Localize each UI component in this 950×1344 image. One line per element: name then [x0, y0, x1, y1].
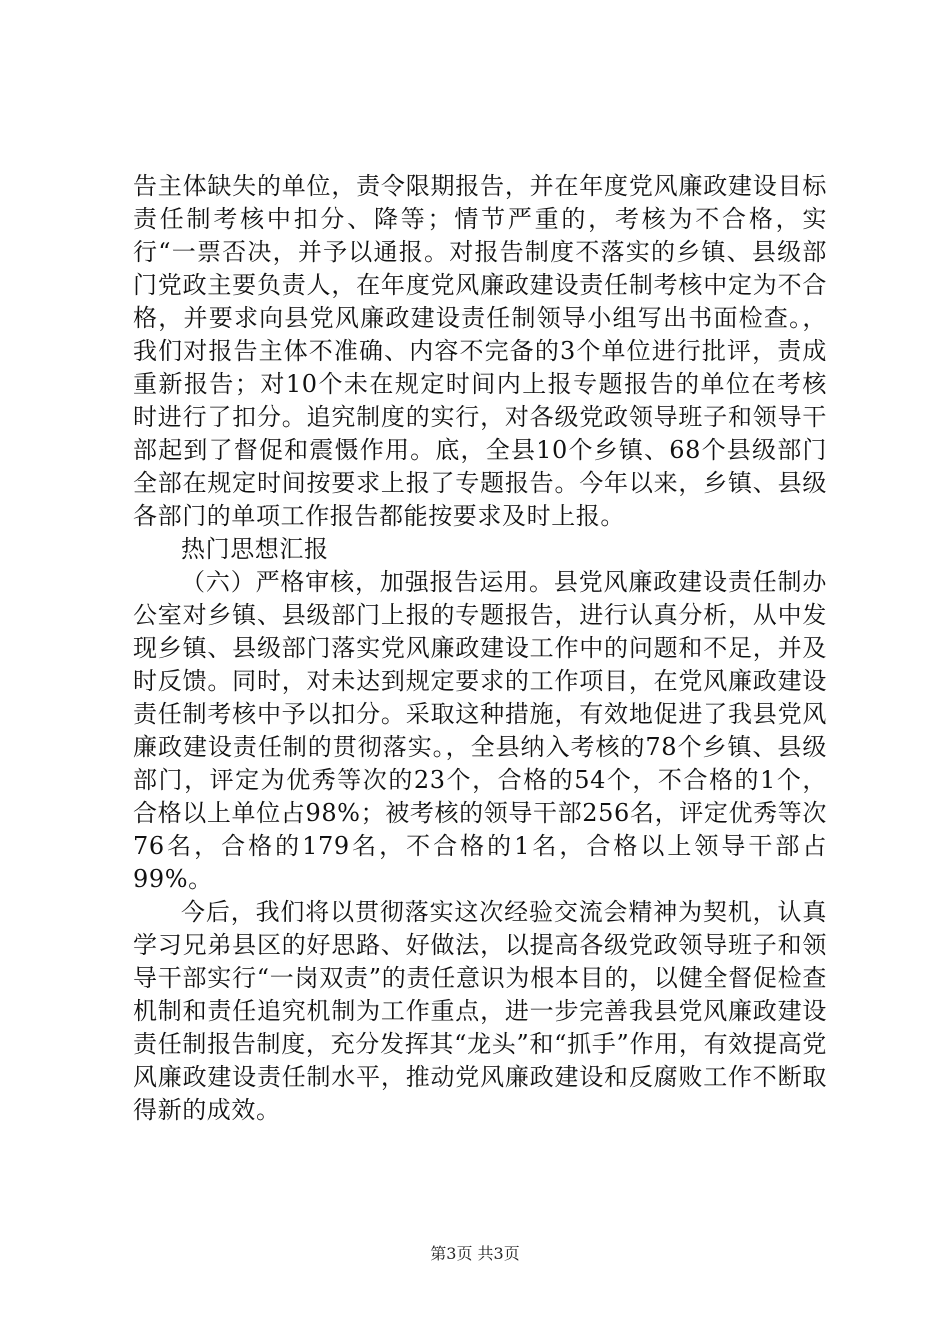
document-body	[133, 170, 827, 1127]
paragraph-conclusion: 今后，我们将以贯彻落实这次经验交流会精神为契机，认真学习兄弟县区的好思路、好做法，以提高各级党政领导班子和领导干部实行“一岗双责”的责任意识为根本目的，以健全督促检查机制和责任追究机制为工作重点，进一步完善我县党风廉政建设责任制报告制度，充分发挥其“龙头”和“抓手”作用，有效提高党风廉政建设责任制水平，推动党风廉政建设和反腐败工作不断取得新的成效。	[133, 898, 827, 1124]
page-footer: 第3页 共3页	[430, 1244, 520, 1263]
paragraph-continuation: 告主体缺失的单位，责令限期报告，并在年度党风廉政建设目标责任制考核中扣分、降等；情节严重的，考核为不合格，实行“一票否决，并予以通报。对报告制度不落实的乡镇、县级部门党政主要负责人，在年度党风廉政建设责任制考核中定为不合格，并要求向县党风廉政建设责任制领导小组写出书面检查。，我们对报告主体不准确、内容不完备的3个单位进行批评，责成重新报告；对10个未在规定时间内上报专题报告的单位在考核时进行了扣分。追究制度的实行，对各级党政领导班子和领导干部起到了督促和震慑作用。底，全县10个乡镇、68个县级部门全部在规定时间按要求上报了专题报告。今年以来，乡镇、县级各部门的单项工作报告都能按要求及时上报。	[133, 172, 827, 530]
paragraph-heading-hot-report: 热门思想汇报	[181, 535, 329, 563]
paragraph-section-six: （六）严格审核，加强报告运用。县党风廉政建设责任制办公室对乡镇、县级部门上报的专题报告，进行认真分析，从中发现乡镇、县级部门落实党风廉政建设工作中的问题和不足，并及时反馈。同时，对未达到规定要求的工作项目，在党风廉政建设责任制考核中予以扣分。采取这种措施，有效地促进了我县党风廉政建设责任制的贯彻落实。，全县纳入考核的78个乡镇、县级部门，评定为优秀等次的23个，合格的54个，不合格的1个，合格以上单位占98%；被考核的领导干部256名，评定优秀等次76名，合格的179名，不合格的1名，合格以上领导干部占99%。	[133, 568, 827, 893]
